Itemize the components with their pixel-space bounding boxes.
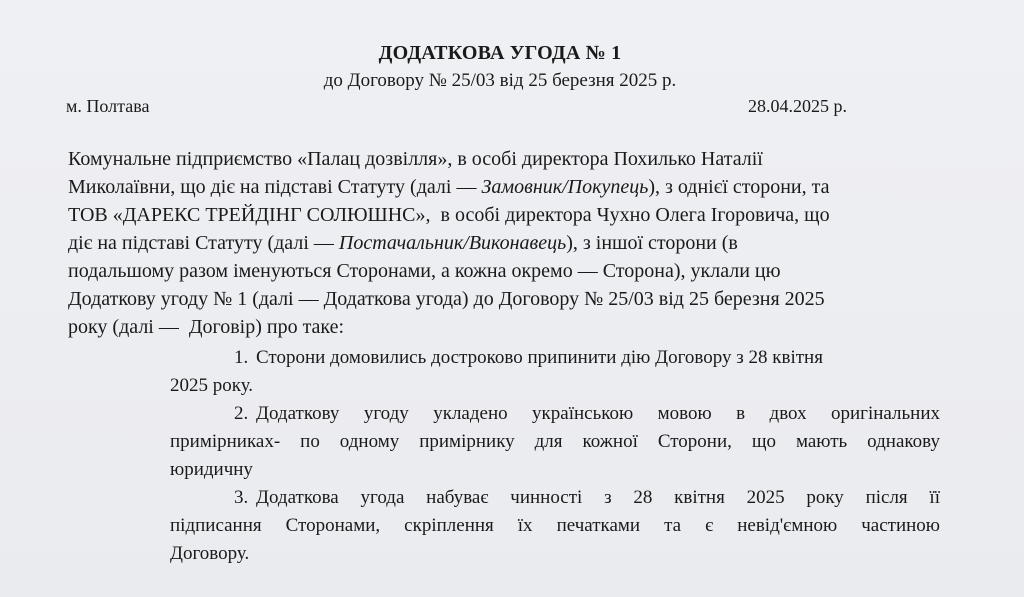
intro-paragraph — [68, 145, 938, 341]
intro-line: подальшому разом іменуються Сторонами, а кожна окремо — Сторона), уклали цю — [68, 260, 781, 282]
clause-text: Сторони домовились достроково припинити дію Договору з 28 квітня — [256, 347, 823, 368]
document-date: 28.04.2025 р. — [748, 96, 847, 116]
clause-item — [170, 344, 940, 400]
clause-line — [170, 400, 940, 428]
clause-line: підписання Сторонами, скріплення їх печатками та є невід'ємною частиною — [170, 515, 940, 536]
clause-number: 1. — [234, 347, 249, 368]
clause-number: 2. — [234, 403, 249, 424]
clause-item — [170, 484, 940, 568]
intro-text: діє на підставі Статуту (далі — — [68, 232, 339, 254]
intro-line: Додаткову угоду № 1 (далі — Додаткова угода) до Договору № 25/03 від 25 березня 2025 — [68, 288, 825, 310]
clause-item — [170, 400, 940, 484]
clause-line: юридичну — [170, 459, 253, 480]
customer-role: Замовник/Покупець — [481, 176, 649, 198]
intro-line — [68, 173, 938, 201]
clause-text: Додаткову угоду укладено українською мовою в двох оригінальних — [256, 403, 940, 424]
clause-line: Договору. — [170, 543, 250, 564]
clause-line — [170, 484, 940, 512]
intro-line: року (далі — Договір) про таке: — [68, 316, 345, 338]
clause-number: 3. — [234, 487, 249, 508]
intro-line — [68, 229, 938, 257]
intro-text: ), з однієї сторони, та — [648, 176, 830, 198]
intro-line: ТОВ «ДАРЕКС ТРЕЙДІНГ СОЛЮШНС», в особі директора Чухно Олега Ігоровича, що — [68, 204, 830, 226]
intro-line: Комунальне підприємство «Палац дозвілля», в особі директора Похилько Наталії — [68, 148, 763, 170]
clause-line: примірниках- по одному примірнику для кожної Сторони, що мають однакову — [170, 431, 940, 452]
document-title: ДОДАТКОВА УГОДА № 1 — [378, 42, 622, 64]
clause-line — [170, 344, 940, 372]
clause-text: Додаткова угода набуває чинності з 28 квітня 2025 року після її — [256, 487, 940, 508]
clause-line: 2025 року. — [170, 375, 254, 396]
city: м. Полтава — [66, 96, 150, 116]
intro-text: Миколаївни, що діє на підставі Статуту (далі — — [68, 176, 482, 198]
intro-text: ), з іншої сторони (в — [566, 232, 738, 254]
supplier-role: Постачальник/Виконавець — [338, 232, 567, 254]
document-subtitle: до Договору № 25/03 від 25 березня 2025 р. — [323, 70, 677, 91]
clauses-list — [170, 344, 940, 568]
